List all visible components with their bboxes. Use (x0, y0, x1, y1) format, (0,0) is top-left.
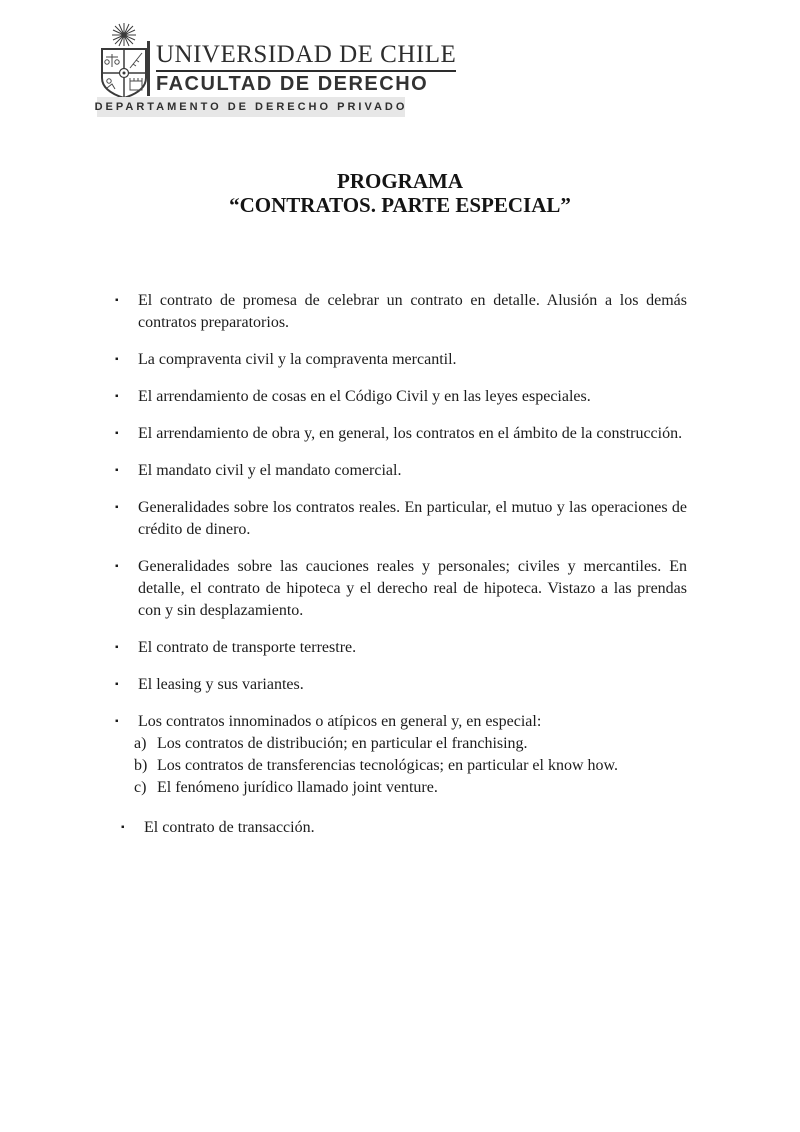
square-bullet-icon: ▪ (115, 679, 119, 690)
list-item (115, 423, 687, 445)
list-item (115, 497, 687, 541)
list-item-lead: Los contratos innominados o atípicos en general y, en especial: (138, 713, 542, 730)
department-banner (94, 97, 408, 117)
university-crest-icon (99, 22, 149, 100)
sub-list-item (134, 733, 687, 755)
letterhead (147, 41, 456, 96)
list-item (115, 556, 687, 622)
list-item (115, 711, 687, 799)
list-item-text: Generalidades sobre las cauciones reales y personales; civiles y mercantiles. En detalle, el contrato de hipoteca y el derecho real de hipoteca. Vistazo a las prendas con y sin desplazamiento. (138, 558, 687, 619)
list-item-text: El leasing y sus variantes. (138, 676, 304, 693)
list-item (115, 349, 687, 371)
sub-item-label: b) (134, 757, 148, 774)
list-item-text: El contrato de transporte terrestre. (138, 639, 357, 656)
list-item-text: El mandato civil y el mandato comercial. (138, 462, 402, 479)
square-bullet-icon: ▪ (115, 502, 119, 513)
list-item (115, 290, 687, 334)
title-line-1: PROGRAMA (337, 169, 463, 193)
sub-item-text: El fenómeno jurídico llamado joint venture. (157, 779, 438, 796)
list-item (115, 637, 687, 659)
list-item-text: La compraventa civil y la compraventa mercantil. (138, 351, 457, 368)
list-item-text: Generalidades sobre los contratos reales. En particular, el mutuo y las operaciones de crédito de dinero. (138, 499, 687, 538)
square-bullet-icon: ▪ (115, 716, 119, 727)
sub-list (134, 733, 687, 799)
university-name: UNIVERSIDAD DE CHILE (156, 41, 456, 72)
list-item-text: El contrato de promesa de celebrar un contrato en detalle. Alusión a los demás contratos preparatorios. (138, 292, 687, 331)
faculty-name: FACULTAD DE DERECHO (156, 73, 429, 95)
square-bullet-icon: ▪ (115, 642, 119, 653)
square-bullet-icon: ▪ (115, 354, 119, 365)
sub-item-label: a) (134, 735, 147, 752)
square-bullet-icon: ▪ (115, 561, 119, 572)
list-item (121, 817, 687, 839)
list-item (115, 386, 687, 408)
square-bullet-icon: ▪ (115, 428, 119, 439)
sub-item-text: Los contratos de transferencias tecnológicas; en particular el know how. (157, 757, 619, 774)
sub-list-item (134, 777, 687, 799)
list-item (115, 674, 687, 696)
title-line-2: “CONTRATOS. PARTE ESPECIAL” (229, 193, 571, 217)
square-bullet-icon: ▪ (121, 822, 125, 833)
list-item-text: El arrendamiento de obra y, en general, los contratos en el ámbito de la construcción. (138, 425, 683, 442)
square-bullet-icon: ▪ (115, 465, 119, 476)
square-bullet-icon: ▪ (115, 391, 119, 402)
topic-list (115, 290, 687, 854)
list-item-text: El arrendamiento de cosas en el Código Civil y en las leyes especiales. (138, 388, 591, 405)
list-item-text (134, 711, 687, 799)
list-item-text: El contrato de transacción. (144, 819, 315, 836)
department-name: DEPARTAMENTO DE DERECHO PRIVADO (94, 101, 408, 113)
square-bullet-icon: ▪ (115, 295, 119, 306)
list-item (115, 460, 687, 482)
document-title (0, 169, 800, 217)
sub-list-item (134, 755, 687, 777)
sub-item-text: Los contratos de distribución; en particular el franchising. (157, 735, 528, 752)
sub-item-label: c) (134, 779, 147, 796)
